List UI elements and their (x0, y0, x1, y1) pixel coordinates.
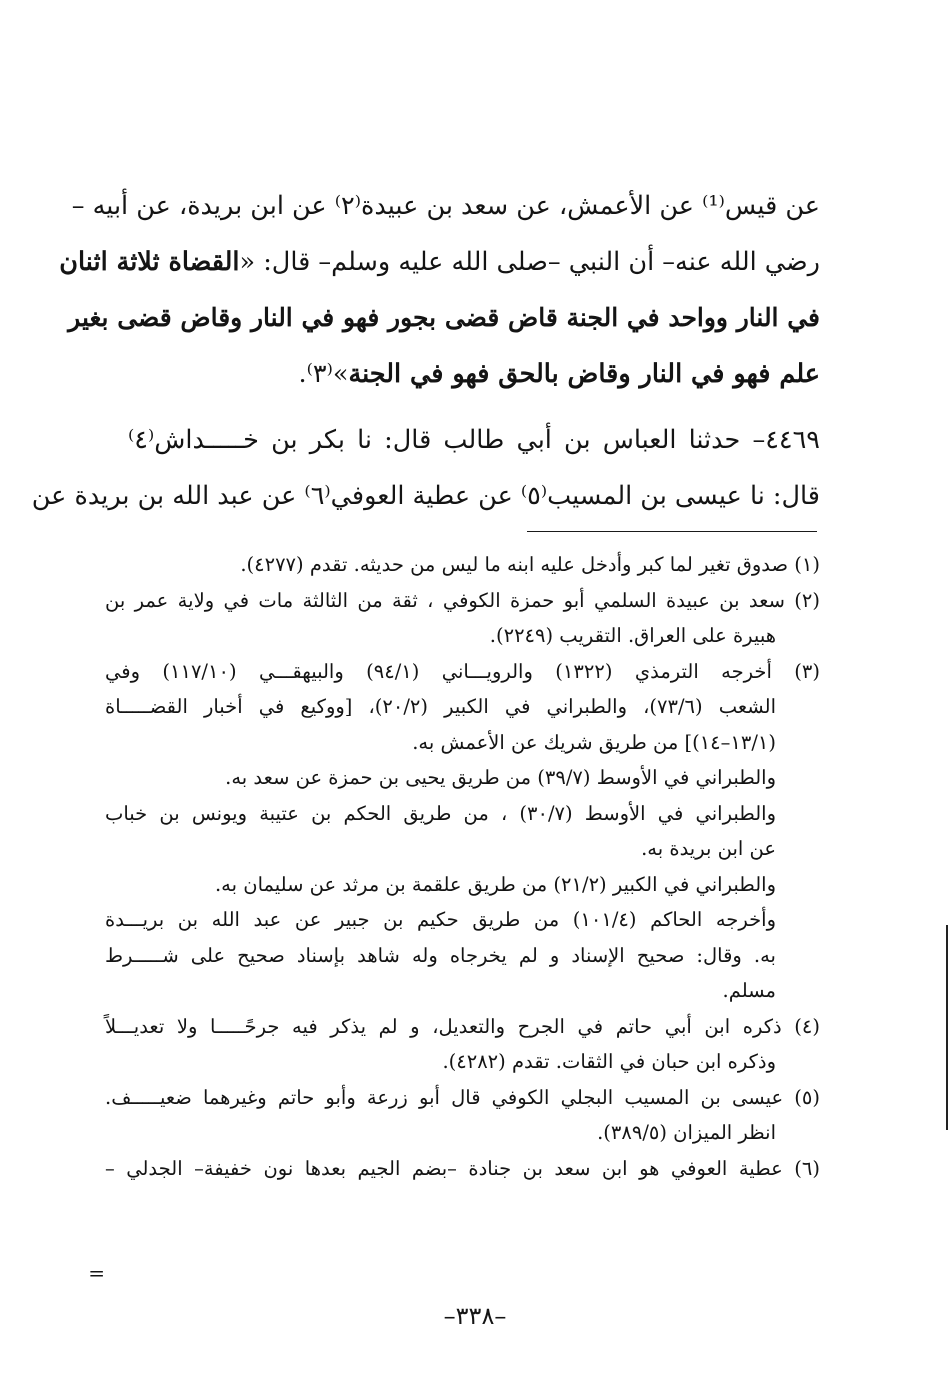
page-number: –٣٣٨– (443, 1302, 507, 1330)
footnote-line: (٢) سعد بن عبيدة السلمي أبو حمزة الكوفي ، ثقة من الثالثة مات في ولاية عمر بن (105, 588, 820, 612)
continuation-mark: = (88, 1261, 105, 1285)
footnote-line: والطبراني في الأوسط (٣٩/٧) من طريق يحيى بن حمزة عن سعد به. (225, 766, 776, 789)
main-text-line (128, 346, 820, 402)
footnote-line: الشعب (٧٣/٦)، والطبراني في الكبير (٢٠/٢)، [ووكيع في أخبار القضـــــاة (105, 695, 777, 718)
footnote-line: انظر الميزان (٣٨٩/٥). (597, 1121, 776, 1144)
footnote-line: (٥) عيسى بن المسيب البجلي الكوفي قال أبو زرعة وأبو حاتم وغيرهما ضعيـــــف. (105, 1085, 820, 1109)
footnote-line: (١) صدوق تغير لما كبر وأدخل عليه ابنه ما ليس من حديثه. تقدم (٤٢٧٧). (240, 553, 820, 576)
main-text (31, 178, 820, 524)
footnote-line: (١٣/١–١٤)] من طريق شريك عن الأعمش به. (412, 730, 776, 754)
footnote-line: (٤) ذكره ابن أبي حاتم في الجرح والتعديل، و لم يذكر فيه جرحًـــــا ولا تعديـــلاً (105, 1014, 820, 1038)
footnotes (105, 547, 820, 1186)
footnote-line: عن ابن بريدة به. (641, 837, 776, 860)
footnote-divider (527, 531, 817, 532)
footnote-line: هبيرة على العراق. التقريب (٢٢٤٩). (489, 624, 776, 647)
footnote-line: وأخرجه الحاكم (١٠١/٤) من طريق حكيم بن جبير عن عبد الله بن بريـــدة (105, 908, 776, 931)
main-text-line: عن قيس⁽¹⁾ عن الأعمش، عن سعد بن عبيدة⁽٢⁾ عن ابن بريدة، عن أبيه – (71, 191, 820, 221)
hadith-text: القضاة ثلاثة اثنان (59, 247, 240, 277)
main-text-line: قال: نا عيسى بن المسيب⁽٥⁾ عن عطية العوفي⁽٦⁾ عن عبد الله بن بريدة عن (31, 481, 820, 511)
footnote-line: والطبراني في الكبير (٢١/٢) من طريق علقمة بن مرثد عن سليمان به. (214, 872, 776, 896)
hadith-number-line: ٤٤٦٩– حدثنا العباس بن أبي طالب قال: نا بكر بن خـــــداش⁽٤⁾ (128, 425, 820, 455)
footnote-line: والطبراني في الأوسط (٣٠/٧) ، من طريق الحكم بن عتيبة ويونس بن خباب (105, 801, 776, 825)
footnote-line: به. وقال: صحيح الإسناد و لم يخرجاه وله شاهد بإسناد صحيح على شـــــرط (105, 943, 776, 967)
hadith-text-line: في النار وواحد في الجنة قاض قضى بجور فهو في النار وقاض قضى بغير (68, 303, 820, 332)
main-text-segment: رضي الله عنه– أن النبي –صلى الله عليه وسلم– قال: « (239, 247, 820, 277)
main-text-segment: »⁽٣⁾. (298, 359, 349, 389)
footnote-line: (٣) أخرجه الترمذي (١٣٢٢) والرويـــاني (٩٤/١) والبيهقـــي (١١٧/١٠) وفي (105, 659, 820, 683)
main-text-line (59, 234, 820, 290)
footnote-line: (٦) عطية العوفي هو ابن سعد بن جنادة –بضم الجيم بعدها نون خفيفة– الجدلي – (105, 1156, 820, 1180)
page-edge-line (946, 925, 948, 1130)
hadith-text: علم فهو في النار وقاض بالحق فهو في الجنة (348, 359, 820, 389)
footnote-line: مسلم. (722, 979, 776, 1002)
footnote-line: وذكره ابن حبان في الثقات. تقدم (٤٢٨٢). (442, 1050, 776, 1073)
